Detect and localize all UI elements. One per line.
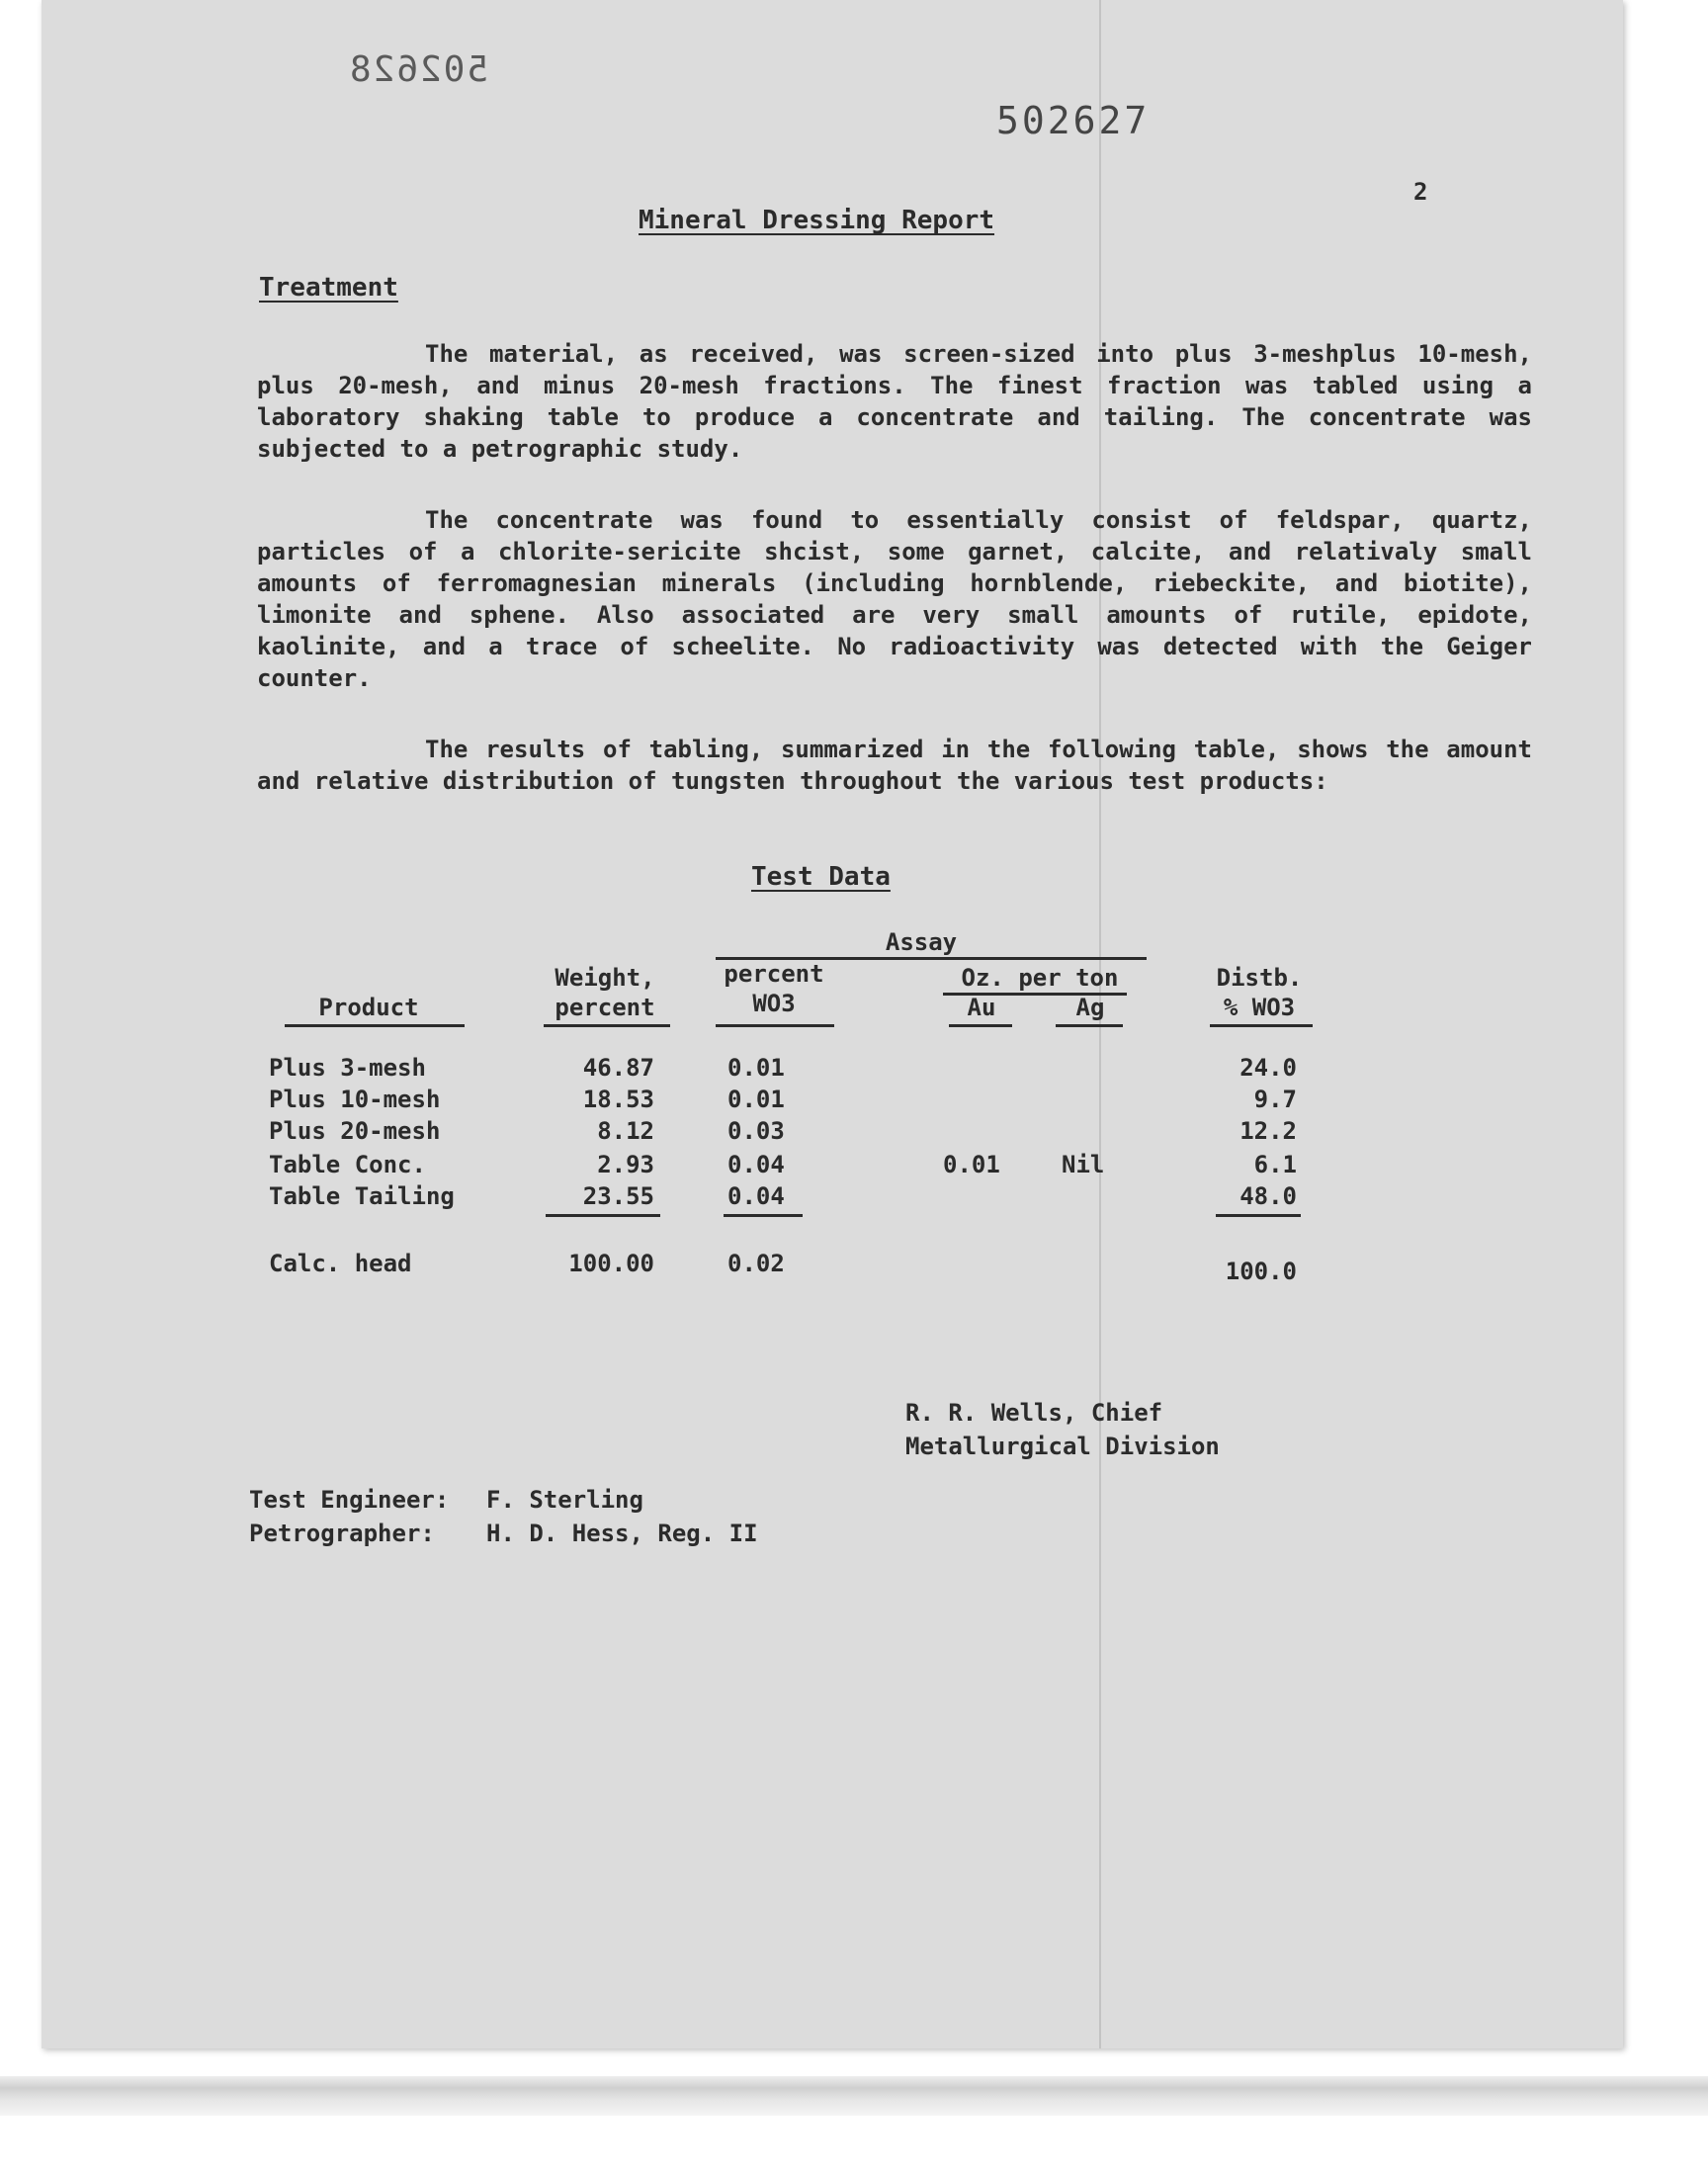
paragraph-results: The results of tabling, summarized in the following table, shows the amount and relative distribution of tungsten throughout the various test products:: [257, 736, 1532, 795]
row-wo3: 0.03: [727, 1117, 785, 1145]
credit-label: Petrographer:: [249, 1520, 435, 1547]
wo3-sum-rule: [724, 1214, 803, 1217]
wo3-header-rule: [716, 1024, 834, 1027]
mirrored-stamp-number: 502628: [348, 49, 489, 90]
credit-test-engineer: [249, 1483, 758, 1517]
stamp-number: 502627: [996, 99, 1151, 142]
row-wo3: 0.01: [727, 1054, 785, 1082]
row-product: Table Conc.: [269, 1151, 426, 1178]
row-ag: Nil: [1062, 1151, 1105, 1178]
table-title: Test Data: [751, 862, 891, 892]
row-weight: 18.53: [582, 1086, 654, 1113]
ag-header-rule: [1056, 1024, 1123, 1027]
document-page: [42, 0, 1623, 2048]
scanner-edge: [0, 2076, 1708, 2116]
row-product: Plus 10-mesh: [269, 1086, 441, 1113]
row-distb: 12.2: [1239, 1117, 1297, 1145]
row-distb: 6.1: [1253, 1151, 1297, 1178]
row-wo3: 0.04: [727, 1151, 785, 1178]
assay-header: Assay: [885, 928, 958, 956]
total-product: Calc. head: [269, 1250, 412, 1277]
report-title: Mineral Dressing Report: [639, 206, 995, 235]
weight-header-line2: percent: [555, 994, 655, 1021]
distb-header-line1: Distb.: [1216, 964, 1303, 992]
weight-header-line1: Weight,: [555, 964, 655, 992]
signature-division: Metallurgical Division: [905, 1433, 1220, 1460]
row-weight: 23.55: [582, 1182, 654, 1210]
credit-value: F. Sterling: [486, 1486, 643, 1514]
oz-per-ton-header: Oz. per ton: [961, 964, 1119, 992]
au-header-rule: [949, 1024, 1012, 1027]
credit-value: H. D. Hess, Reg. II: [486, 1520, 758, 1547]
wo3-header-line1: percent: [724, 960, 824, 988]
signature-block: [905, 1396, 1220, 1463]
row-weight: 8.12: [597, 1117, 654, 1145]
credits-block: [249, 1483, 758, 1550]
total-wo3: 0.02: [727, 1250, 785, 1277]
total-distb: 100.0: [1225, 1258, 1297, 1285]
weight-header-rule: [544, 1024, 670, 1027]
distb-sum-rule: [1216, 1214, 1301, 1217]
product-header-rule: [285, 1024, 465, 1027]
row-product: Plus 3-mesh: [269, 1054, 426, 1082]
weight-sum-rule: [546, 1214, 660, 1217]
credit-label: Test Engineer:: [249, 1486, 450, 1514]
row-product: Plus 20-mesh: [269, 1117, 441, 1145]
row-distb: 48.0: [1239, 1182, 1297, 1210]
row-distb: 9.7: [1253, 1086, 1297, 1113]
signature-name: R. R. Wells, Chief: [905, 1399, 1163, 1427]
page-number: 2: [1413, 178, 1428, 206]
au-header: Au: [967, 994, 996, 1021]
total-weight: 100.00: [568, 1250, 654, 1277]
paragraph-treatment: The material, as received, was screen-sized into plus 3-meshplus 10-mesh, plus 20-mesh, and minus 20-mesh fractions. The finest fraction was tabled using a laboratory shaking table to produce a concentrate and tailing. The concentrate was subjected to a petrographic study.: [257, 340, 1532, 463]
row-au: 0.01: [943, 1151, 1000, 1178]
ag-header: Ag: [1075, 994, 1105, 1021]
credit-petrographer: [249, 1517, 758, 1550]
paragraph-concentrate: The concentrate was found to essentially consist of feldspar, quartz, particles of a chlorite-sericite shcist, some garnet, calcite, and relativaly small amounts of ferromagnesian minerals (including hornblende, riebeckite, and biotite), limonite and sphene. Also associated are very small amounts of rutile, epidote, kaolinite, and a trace of scheelite. No radioactivity was detected with the Geiger counter.: [257, 506, 1532, 692]
section-heading: Treatment: [259, 273, 398, 303]
wo3-header-line2: WO3: [752, 990, 796, 1017]
distb-header-rule: [1210, 1024, 1313, 1027]
row-wo3: 0.01: [727, 1086, 785, 1113]
product-header: Product: [318, 994, 419, 1021]
row-distb: 24.0: [1239, 1054, 1297, 1082]
row-weight: 2.93: [597, 1151, 654, 1178]
row-weight: 46.87: [582, 1054, 654, 1082]
row-product: Table Tailing: [269, 1182, 455, 1210]
distb-header-line2: % WO3: [1223, 994, 1296, 1021]
row-wo3: 0.04: [727, 1182, 785, 1210]
